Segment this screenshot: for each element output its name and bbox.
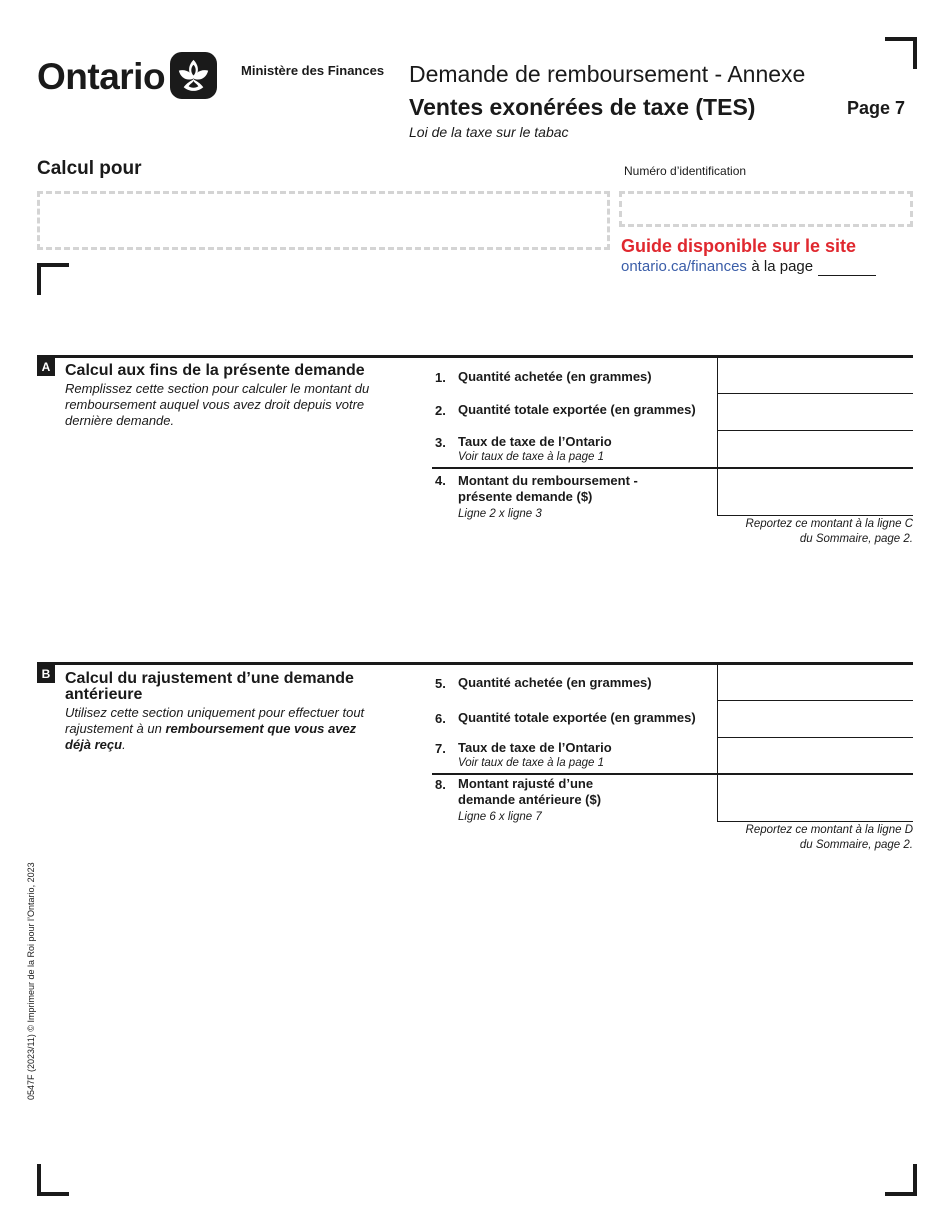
- section-b-note-line-1: Reportez ce montant à la ligne D: [745, 824, 913, 836]
- line-3-label: Taux de taxe de l’Ontario: [458, 434, 612, 449]
- line-5-input[interactable]: [719, 666, 915, 701]
- line-8-sub: Ligne 6 x ligne 7: [458, 811, 542, 823]
- corner-mark-bottom-right: [885, 1164, 917, 1196]
- section-b-desc-line-1: Utilisez cette section uniquement pour effectuer tout: [65, 705, 365, 720]
- line-3-sub: Voir taux de taxe à la page 1: [458, 451, 604, 463]
- section-b-desc-pre: rajustement à un: [65, 721, 166, 736]
- guide-line: [621, 258, 876, 276]
- corner-mark-top-right: [885, 37, 917, 69]
- line-7-label: Taux de taxe de l’Ontario: [458, 740, 612, 755]
- ontario-wordmark: Ontario: [37, 56, 166, 97]
- section-b-desc-line-2: [65, 721, 405, 737]
- section-b-title-1: Calcul du rajustement d’une demande: [65, 670, 354, 687]
- corner-mark-bottom-left: [37, 1164, 69, 1196]
- section-b-note-line-2: du Sommaire, page 2.: [799, 839, 913, 851]
- line-6-number: 6.: [435, 711, 446, 726]
- section-a-badge: A: [37, 358, 55, 376]
- section-b-desc-bold-1: remboursement que vous avez: [165, 721, 357, 736]
- section-a-note-line-1: Reportez ce montant à la ligne C: [745, 518, 913, 530]
- section-b-note: [613, 823, 913, 853]
- line-4-label-2: présente demande ($): [458, 489, 593, 504]
- form-number-copyright: 0547F (2023/11) © Imprimeur de la Roi pour l’Ontario, 2023: [26, 862, 36, 1100]
- section-a-rule: [37, 355, 913, 358]
- section-a-note-line-2: du Sommaire, page 2.: [799, 533, 913, 545]
- form-subtitle: Ventes exonérées de taxe (TES): [409, 94, 756, 120]
- line-8-label-2: demande antérieure ($): [458, 792, 602, 807]
- line-6-label: Quantité totale exportée (en grammes): [458, 710, 696, 725]
- section-b-badge: B: [37, 665, 55, 683]
- line-7-sub: Voir taux de taxe à la page 1: [458, 757, 604, 769]
- trillium-logo-icon: [170, 52, 217, 99]
- section-a-description: Remplissez cette section pour calculer le montant du remboursement auquel vous avez droit depuis votre dernière demande.: [65, 381, 370, 428]
- line-7-input[interactable]: [719, 739, 915, 774]
- finances-link[interactable]: ontario.ca/finances: [621, 258, 747, 275]
- line-4-number: 4.: [435, 473, 446, 488]
- line-4-sub: Ligne 2 x ligne 3: [458, 508, 542, 520]
- id-number-label: Numéro d’identification: [624, 164, 747, 178]
- section-b-desc-post: .: [122, 737, 126, 752]
- page-number: Page 7: [847, 98, 906, 118]
- line-3-number: 3.: [435, 435, 446, 450]
- line-2-number: 2.: [435, 403, 446, 418]
- line-8-input[interactable]: [719, 776, 915, 822]
- line-4-input[interactable]: [719, 470, 915, 516]
- section-b-input-border: [717, 665, 718, 821]
- line-8-number: 8.: [435, 777, 446, 792]
- guide-page-text: à la page: [751, 258, 814, 275]
- line-1-number: 1.: [435, 370, 446, 385]
- section-a-note: [613, 517, 913, 547]
- section-b-desc-bold-2: déjà reçu: [65, 737, 123, 752]
- line-1-input[interactable]: [719, 359, 915, 394]
- section-b-description: [65, 705, 405, 753]
- line-8-label-1: Montant rajusté d’une: [458, 776, 594, 791]
- line-6-input[interactable]: [719, 702, 915, 738]
- calc-for-input[interactable]: [37, 191, 610, 250]
- line-2-label: Quantité totale exportée (en grammes): [458, 402, 696, 417]
- line-2-input[interactable]: [719, 395, 915, 431]
- calc-for-label: Calcul pour: [37, 158, 142, 179]
- id-number-input[interactable]: [619, 191, 913, 227]
- line-1-label: Quantité achetée (en grammes): [458, 369, 652, 384]
- guide-page-input[interactable]: [818, 258, 876, 276]
- line-3-input[interactable]: [719, 432, 915, 468]
- corner-mark-left: [37, 263, 69, 295]
- section-b-rule: [37, 662, 913, 665]
- line-7-number: 7.: [435, 741, 446, 756]
- line-5-number: 5.: [435, 676, 446, 691]
- section-a-input-border: [717, 358, 718, 515]
- ministry-name: Ministère des Finances: [241, 63, 385, 78]
- form-title: Demande de remboursement - Annexe: [409, 61, 806, 87]
- line-5-label: Quantité achetée (en grammes): [458, 675, 652, 690]
- section-a-title: Calcul aux fins de la présente demande: [65, 362, 365, 379]
- guide-headline: Guide disponible sur le site: [621, 236, 857, 256]
- section-b-desc-line-3: [65, 737, 405, 753]
- line-4-label-1: Montant du remboursement -: [458, 473, 638, 488]
- section-b-title-2: antérieure: [65, 686, 143, 703]
- act-name: Loi de la taxe sur le tabac: [409, 124, 569, 140]
